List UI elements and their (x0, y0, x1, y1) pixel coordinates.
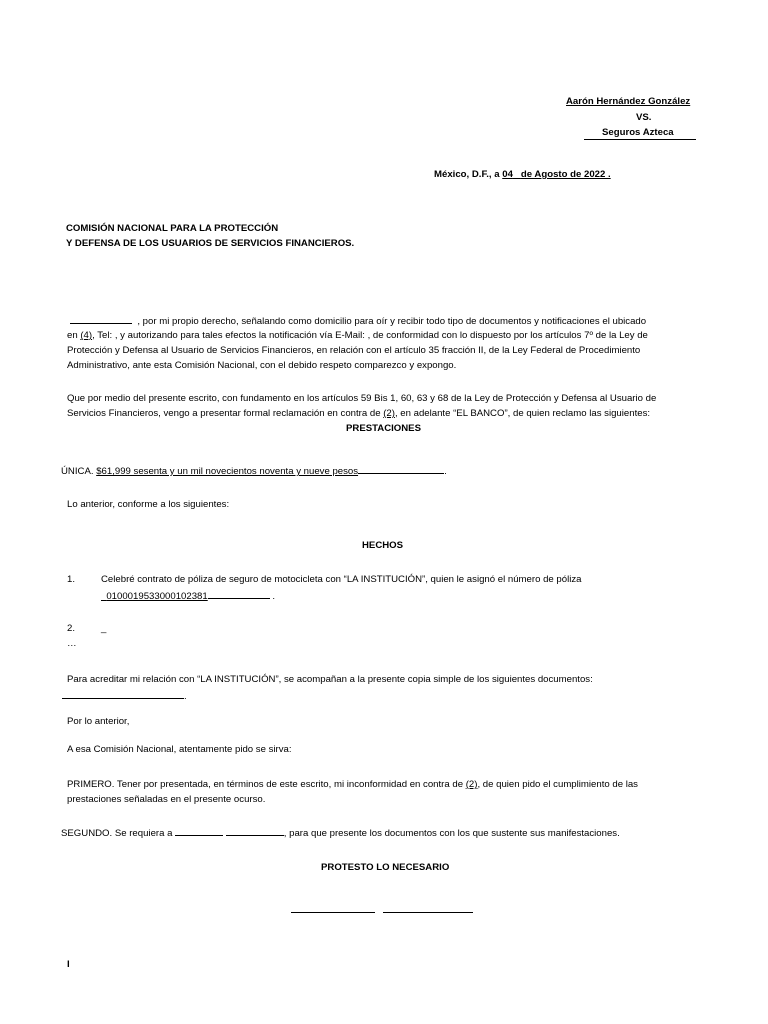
hecho-1-policy: 0100019533000102381 . (101, 588, 275, 604)
claim-line-1: Que por medio del presente escrito, con fundamento en los artículos 59 Bis 1, 60, 63 y 68 de la Ley de Protección y Defensa al Usuario de (67, 393, 657, 404)
date-rest: de Agosto de 2022 . (520, 169, 611, 180)
addressee-line-1: COMISIÓN NACIONAL PARA LA PROTECCIÓN (66, 223, 279, 234)
signature-line-1 (291, 900, 375, 913)
prestaciones-title: PRESTACIONES (346, 423, 421, 434)
date-prefix: México, D.F., a (434, 169, 503, 180)
hecho-2-text: _ (101, 623, 107, 634)
signature-line-2 (383, 900, 473, 913)
footer-mark: I (67, 959, 70, 970)
intro-line-3: Protección y Defensa al Usuario de Servicios Financieros, en relación con el artículo 35 fracción II, de la Ley Federal de Procedimiento (67, 345, 641, 356)
intro-line-4: Administrativo, ante esta Comisión Nacional, con el debido respeto comparezco y expongo. (67, 360, 457, 371)
versus-label: VS. (636, 112, 652, 123)
plaintiff-name: Aarón Hernández González (566, 96, 691, 107)
ref-4: (4) (80, 330, 93, 341)
hecho-1-text: Celebré contrato de póliza de seguro de motocicleta con “LA INSTITUCIÓN”, quien le asignó el número de póliza (101, 574, 582, 585)
ref-2-primero: (2) (465, 779, 478, 790)
pido-se-sirva: A esa Comisión Nacional, atentamente pido se sirva: (67, 744, 292, 755)
unica-line: ÚNICA. $61,999 sesenta y un mil novecientos noventa y nueve pesos . (61, 463, 447, 479)
lo-anterior: Lo anterior, conforme a los siguientes: (67, 499, 230, 510)
por-lo-anterior: Por lo anterior, (67, 716, 130, 727)
unica-amount: $61,999 sesenta y un mil novecientos noventa y nueve pesos (96, 466, 359, 477)
name-blank (70, 313, 132, 324)
ref-2: (2) (383, 408, 395, 419)
hechos-title: HECHOS (362, 540, 404, 551)
policy-number: 0100019533000102381 (106, 591, 208, 602)
acreditar-text: Para acreditar mi relación con “LA INSTITUCIÓN”, se acompañan a la presente copia simple de los siguientes documentos: (67, 674, 593, 685)
hecho-ellipsis: … (67, 638, 77, 649)
acreditar-blanks: . (62, 688, 187, 704)
claim-line-2: Servicios Financieros, vengo a presentar formal reclamación en contra de (2), en adelante “EL BANCO”, de quien reclamo las siguientes: (67, 408, 651, 419)
hecho-1-number: 1. (67, 574, 76, 585)
intro-line-2: en (4), Tel: , y autorizando para tales efectos la notificación vía E-Mail: , de conformidad con lo dispuesto por los artículos 7º de la Ley de (67, 330, 648, 341)
date-day: 04 (502, 169, 513, 180)
protesto-title: PROTESTO LO NECESARIO (321, 862, 450, 873)
defendant-name: Seguros Azteca (602, 127, 674, 138)
primero-line-1: PRIMERO. Tener por presentada, en términos de este escrito, mi inconformidad en contra de (2), de quien pido el cumplimiento de las (67, 779, 638, 790)
intro-line-1: , por mi propio derecho, señalando como domicilio para oír y recibir todo tipo de documentos y notificaciones el ubicado (70, 313, 646, 329)
primero-line-2: prestaciones señaladas en el presente ocurso. (67, 794, 266, 805)
hecho-2-number: 2. (67, 623, 76, 634)
date-line (434, 167, 611, 182)
defendant-line (584, 126, 696, 140)
addressee-line-2: Y DEFENSA DE LOS USUARIOS DE SERVICIOS FINANCIEROS. (66, 238, 355, 249)
unica-label: ÚNICA. (61, 466, 97, 477)
segundo-line: SEGUNDO. Se requiera a , para que presente los documentos con los que sustente sus manifestaciones. (61, 825, 620, 841)
